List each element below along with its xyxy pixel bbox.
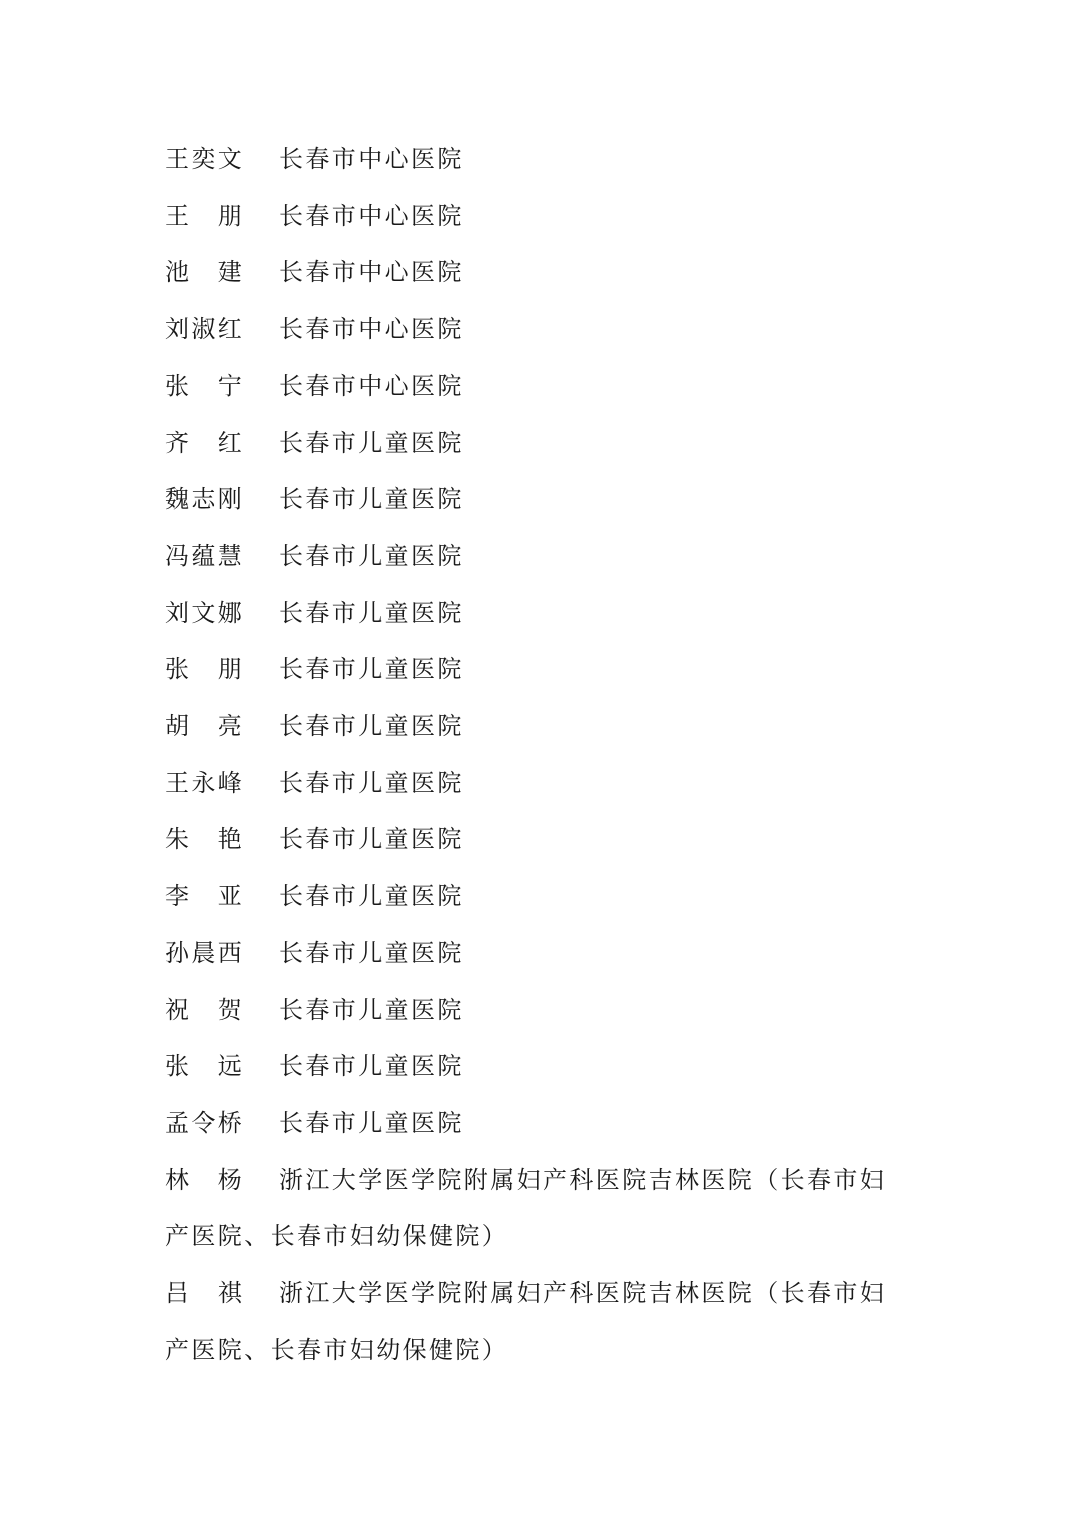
person-name: 刘文娜	[165, 598, 245, 627]
hospital-name: 长春市儿童医院	[279, 655, 464, 684]
person-name: 魏志刚	[165, 485, 245, 514]
hospital-name-continued: 产医院、长春市妇幼保健院）	[165, 1335, 509, 1364]
person-name: 王永峰	[165, 768, 245, 797]
hospital-name: 长春市儿童医院	[279, 825, 464, 854]
person-name: 王奕文	[165, 145, 245, 173]
hospital-name: 长春市儿童医院	[279, 428, 464, 457]
person-name: 李 亚	[165, 882, 245, 911]
list-item	[165, 528, 925, 585]
list-item	[165, 131, 925, 188]
hospital-name: 长春市儿童医院	[279, 995, 464, 1024]
list-item	[165, 1095, 925, 1152]
hospital-name: 长春市儿童医院	[279, 882, 464, 911]
list-item	[165, 925, 925, 982]
hospital-name: 长春市儿童医院	[279, 938, 464, 967]
hospital-name: 长春市儿童医院	[279, 712, 464, 741]
list-item	[165, 1038, 925, 1095]
hospital-name: 长春市儿童医院	[279, 768, 464, 797]
hospital-name: 长春市中心医院	[279, 145, 464, 173]
list-item	[165, 641, 925, 698]
list-item	[165, 755, 925, 812]
hospital-name: 浙江大学医学院附属妇产科医院吉林医院（长春市妇	[279, 1165, 887, 1194]
list-item	[165, 471, 925, 528]
person-name: 朱 艳	[165, 825, 245, 854]
hospital-name: 浙江大学医学院附属妇产科医院吉林医院（长春市妇	[279, 1279, 887, 1308]
person-name: 孙晨西	[165, 938, 245, 967]
list-item	[165, 811, 925, 868]
list-item	[165, 301, 925, 358]
hospital-name-continued: 产医院、长春市妇幼保健院）	[165, 1222, 509, 1251]
list-item	[165, 868, 925, 925]
name-list	[165, 131, 925, 1378]
list-item	[165, 1265, 925, 1322]
list-item	[165, 358, 925, 415]
person-name: 张 朋	[165, 655, 245, 684]
hospital-name: 长春市中心医院	[279, 258, 464, 287]
person-name: 王 朋	[165, 201, 245, 230]
list-item	[165, 415, 925, 472]
hospital-name: 长春市儿童医院	[279, 598, 464, 627]
list-item-continuation	[165, 1322, 925, 1379]
hospital-name: 长春市中心医院	[279, 201, 464, 230]
person-name: 张 远	[165, 1052, 245, 1081]
person-name: 刘淑红	[165, 315, 245, 344]
person-name: 冯蕴慧	[165, 541, 245, 570]
list-item	[165, 982, 925, 1039]
list-item	[165, 244, 925, 301]
hospital-name: 长春市中心医院	[279, 315, 464, 344]
hospital-name: 长春市儿童医院	[279, 485, 464, 514]
person-name: 吕 祺	[165, 1279, 245, 1308]
list-item	[165, 1152, 925, 1209]
person-name: 孟令桥	[165, 1108, 245, 1137]
hospital-name: 长春市儿童医院	[279, 1108, 464, 1137]
person-name: 祝 贺	[165, 995, 245, 1024]
person-name: 林 杨	[165, 1165, 245, 1194]
person-name: 胡 亮	[165, 712, 245, 741]
list-item	[165, 585, 925, 642]
hospital-name: 长春市儿童医院	[279, 541, 464, 570]
hospital-name: 长春市儿童医院	[279, 1052, 464, 1081]
list-item	[165, 188, 925, 245]
list-item-continuation	[165, 1208, 925, 1265]
person-name: 张 宁	[165, 371, 245, 400]
person-name: 齐 红	[165, 428, 245, 457]
list-item	[165, 698, 925, 755]
hospital-name: 长春市中心医院	[279, 371, 464, 400]
person-name: 池 建	[165, 258, 245, 287]
